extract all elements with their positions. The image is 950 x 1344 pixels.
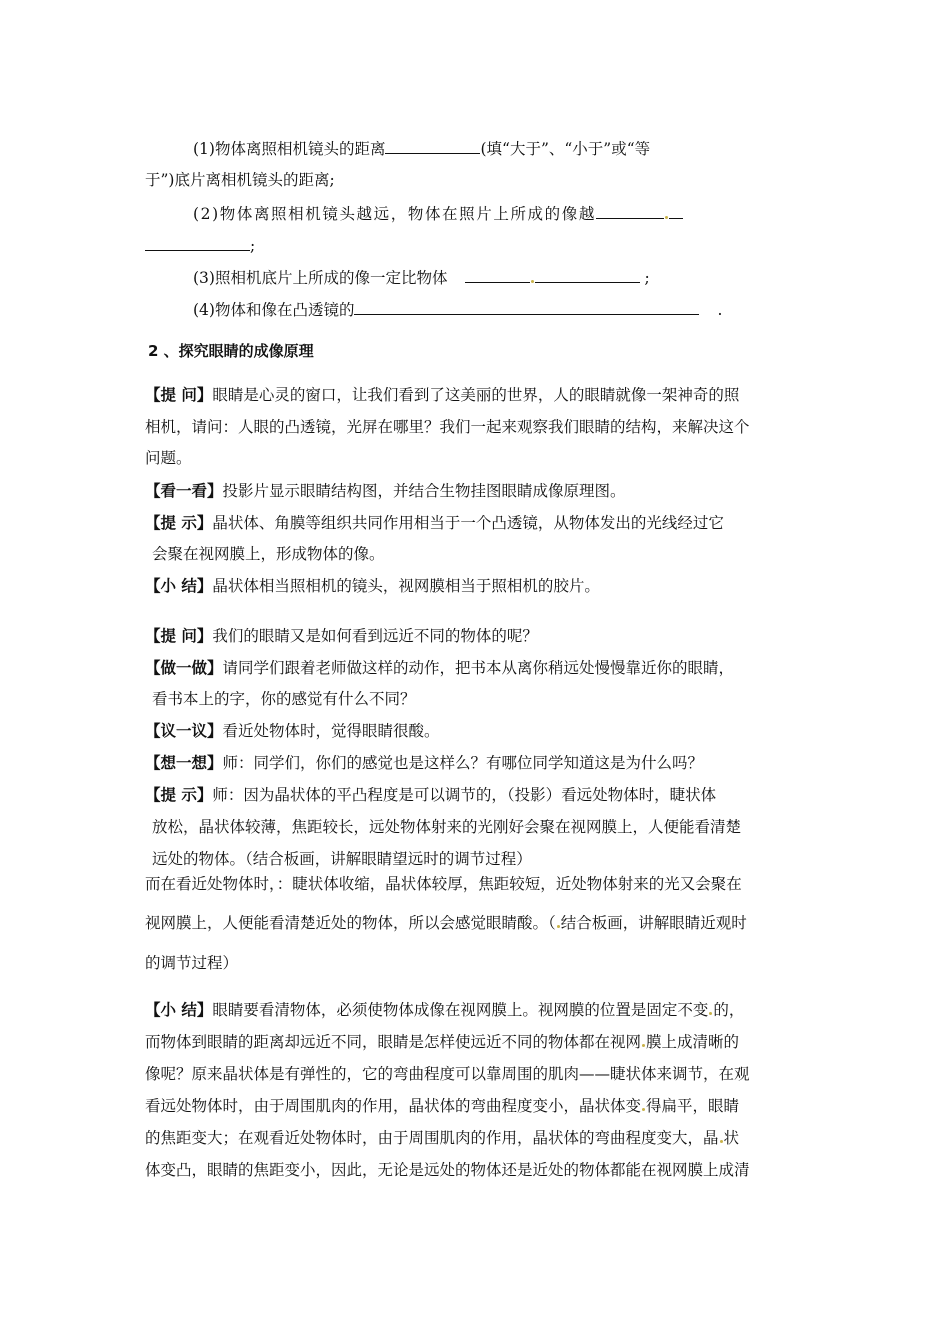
tag-summary: 【小 结】 (145, 576, 213, 595)
mark-dot (642, 1108, 645, 1111)
tag-think: 【想一想】 (145, 753, 223, 772)
para-discuss (145, 720, 440, 742)
answer-blank-4[interactable] (354, 300, 699, 315)
answer-blank-2[interactable] (596, 204, 664, 219)
para-summary-2-l6: 体变凸，眼睛的焦距变小，因此，无论是远处的物体还是近处的物体都能在视网膜上成清 (145, 1161, 750, 1179)
para-summary-2 (145, 999, 744, 1021)
mark-dot (720, 1140, 723, 1143)
para-text: 结合板画，讲解眼睛近观时 (560, 914, 747, 932)
para-text: 请同学们跟着老师做这样的动作，把书本从离你稍远处慢慢靠近你的眼睛， (222, 659, 735, 677)
para-near: 而在看近处物体时，：睫状体收缩，晶状体较厚，焦距较短，近处物体射来的光又会聚在 (145, 875, 742, 893)
para-text: 的， (713, 1001, 745, 1019)
para-text: 状 (723, 1129, 740, 1147)
para-ask-1-l3: 问题。 (145, 449, 192, 467)
item-2-end: ; (250, 237, 256, 255)
para-text: 看近处物体时，觉得眼睛很酸。 (222, 722, 440, 740)
para-look (145, 480, 626, 502)
para-near-l3: 的调节过程） (145, 954, 239, 972)
para-hint-1 (145, 512, 724, 534)
para-text: 得扁平，眼睛 (646, 1097, 740, 1115)
item-4-text: (4)物体和像在凸透镜的 (193, 301, 355, 319)
para-summary-2-l4 (145, 1095, 739, 1117)
tag-do: 【做一做】 (145, 658, 223, 677)
item-3-end: ; (644, 269, 650, 287)
para-summary-2-l2 (145, 1031, 739, 1053)
para-text: 我们的眼睛又是如何看到远近不同的物体的呢？ (212, 627, 538, 645)
para-text: 投影片显示眼睛结构图，并结合生物挂图眼睛成像原理图。 (222, 482, 626, 500)
para-hint-2-l2: 放松，晶状体较薄，焦距较长，远处物体射来的光刚好会聚在视网膜上，人便能看清楚 (152, 818, 742, 836)
answer-blank-2b[interactable] (669, 204, 683, 219)
para-text: 眼睛要看清物体，必须使物体成像在视网膜上。视网膜的位置是固定不变 (212, 1001, 709, 1019)
item-1 (193, 138, 650, 160)
item-4 (193, 299, 722, 321)
mark-dot (531, 280, 534, 283)
para-summary-2-l3: 像呢？原来晶状体是有弹性的，它的弯曲程度可以靠周围的肌肉——睫状体来调节，在观 (145, 1065, 750, 1083)
para-text: 视网膜上，人便能看清楚近处的物体，所以会感觉眼睛酸。（ (145, 914, 556, 932)
item-1-cont: 于”)底片离相机镜头的距离; (145, 171, 335, 189)
item-1-hint: (填“大于”、“小于”或“等 (480, 140, 651, 158)
tag-ask: 【提 问】 (145, 385, 213, 404)
para-summary-1 (145, 575, 600, 597)
item-3-text: (3)照相机底片上所成的像一定比物体 (193, 269, 448, 287)
item-4-end: . (717, 301, 723, 319)
item-3 (193, 267, 650, 289)
tag-look: 【看一看】 (145, 481, 223, 500)
para-text: 眼睛是心灵的窗口，让我们看到了这美丽的世界，人的眼睛就像一架神奇的照 (212, 386, 740, 404)
mark-dot (709, 1012, 712, 1015)
answer-blank-3[interactable] (465, 268, 530, 283)
para-ask-2 (145, 625, 538, 647)
item-2 (193, 203, 683, 225)
para-near-l2 (145, 912, 747, 934)
para-ask-1-l2: 相机，请问：人眼的凸透镜，光屏在哪里？我们一起来观察我们眼睛的结构，来解决这个 (145, 418, 750, 436)
para-text: 的焦距变大；在观看近处物体时，由于周围肌肉的作用，晶状体的弯曲程度变大，晶 (145, 1129, 719, 1147)
para-text: 而物体到眼睛的距离却远近不同，眼睛是怎样使远近不同的物体都在视网 (145, 1033, 642, 1051)
para-ask-1 (145, 384, 739, 406)
answer-blank-3b[interactable] (535, 268, 640, 283)
mark-dot (665, 216, 668, 219)
para-think (145, 752, 703, 774)
mark-dot (642, 1044, 645, 1047)
tag-ask: 【提 问】 (145, 626, 213, 645)
item-2-cont (145, 235, 255, 257)
para-hint-2-l3: 远处的物体。（结合板画，讲解眼睛望远时的调节过程） (152, 850, 532, 868)
para-text: 看远处物体时，由于周围肌肉的作用，晶状体的弯曲程度变小，晶状体变 (145, 1097, 642, 1115)
tag-summary: 【小 结】 (145, 1000, 213, 1019)
para-do-l2: 看书本上的字，你的感觉有什么不同？ (152, 690, 416, 708)
item-2-text: (2)物体离照相机镜头越远，物体在照片上所成的像越 (193, 205, 596, 223)
para-text: 晶状体相当照相机的镜头，视网膜相当于照相机的胶片。 (212, 577, 600, 595)
answer-blank-1[interactable] (385, 139, 480, 154)
para-text: 晶状体、角膜等组织共同作用相当于一个凸透镜，从物体发出的光线经过它 (212, 514, 724, 532)
mark-dot (557, 925, 560, 928)
para-do (145, 657, 734, 679)
section-heading: 2 、探究眼睛的成像原理 (148, 342, 314, 360)
para-hint-2 (145, 784, 716, 806)
para-hint-1-l2: 会聚在视网膜上，形成物体的像。 (152, 545, 385, 563)
para-summary-2-l5 (145, 1127, 739, 1149)
tag-hint: 【提 示】 (145, 785, 213, 804)
item-1-text: (1)物体离照相机镜头的距离 (193, 140, 386, 158)
answer-blank-2c[interactable] (145, 236, 250, 251)
para-text: 膜上成清晰的 (646, 1033, 740, 1051)
tag-discuss: 【议一议】 (145, 721, 223, 740)
para-text: 师：同学们，你们的感觉也是这样么？有哪位同学知道这是为什么吗？ (222, 754, 704, 772)
para-text: 师：因为晶状体的平凸程度是可以调节的，（投影）看远处物体时，睫状体 (212, 786, 717, 804)
tag-hint: 【提 示】 (145, 513, 213, 532)
